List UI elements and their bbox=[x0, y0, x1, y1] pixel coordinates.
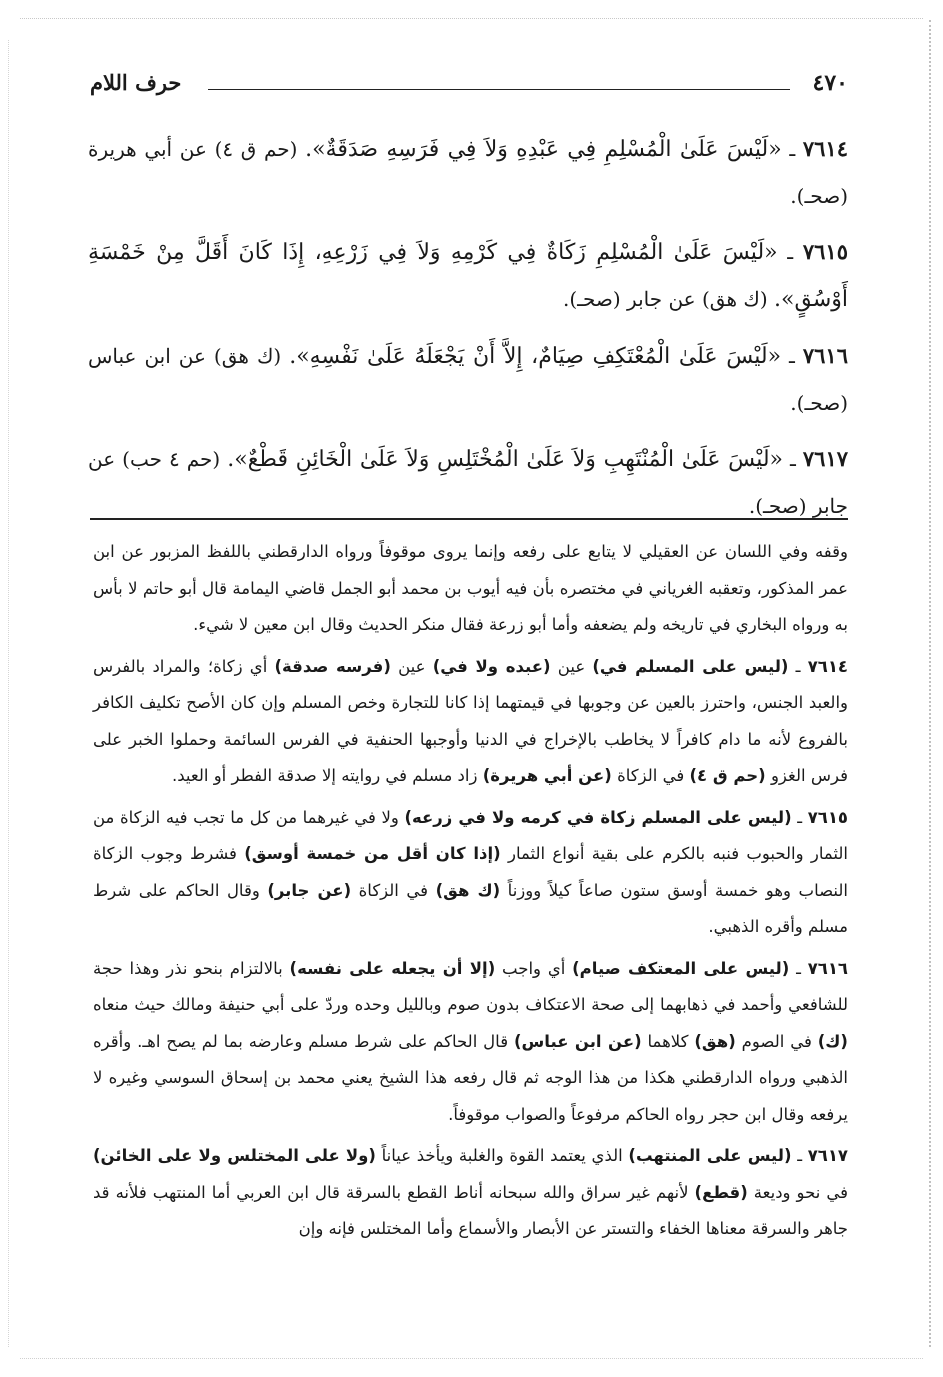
commentary-quoted-segment: (حم ق ٤) bbox=[689, 766, 766, 785]
commentary-number: ٧٦١٧ bbox=[807, 1146, 848, 1165]
commentary-segment: بالالتزام بنحو نذر وهذا حجة للشافعي وأحمد في ذهابهما إلى صحة الاعتكاف بدون صوم وبالليل وحده وردّ على أبي حنيفة ومالك حيث منعاه bbox=[93, 958, 848, 1014]
commentary-quoted-segment: (ليس على المعتكف صيام) bbox=[572, 958, 790, 978]
commentary-segment: في الزكاة bbox=[351, 880, 436, 900]
page-number: ٤٧٠ bbox=[812, 70, 848, 96]
hadith-dash: ـ bbox=[777, 240, 803, 264]
commentary-segment: أي واجب bbox=[495, 958, 573, 978]
hadith-number: ٧٦١٧ bbox=[802, 446, 849, 471]
scan-edge-bottom bbox=[20, 1354, 923, 1359]
commentary-segment: في الصوم bbox=[735, 1031, 818, 1051]
scan-edge-right bbox=[921, 20, 931, 1347]
hadith-entry bbox=[88, 436, 848, 529]
header-rule bbox=[208, 89, 790, 90]
hadith-dash: ـ bbox=[781, 344, 803, 368]
hadith-source: (ك هق) عن جابر (صحـ). bbox=[562, 287, 775, 311]
commentary bbox=[93, 534, 848, 1253]
hadith-text: «لَيْسَ عَلَىٰ الْمُسْلِمِ زَكَاةٌ فِي كَرْمِهِ وَلاَ فِي زَرْعِهِ، إِذَا كَانَ أَقَلَّ مِنْ خَمْسَةِ أَوْسُقٍ». bbox=[88, 240, 848, 312]
commentary-segment: ـ bbox=[788, 656, 808, 676]
hadith-source: (حم ق ٤) عن أبي هريرة (صحـ). bbox=[88, 137, 848, 208]
commentary-segment: الذي يعتمد القوة والغلبة ويأخذ عياناً bbox=[375, 1146, 629, 1165]
footnote-separator bbox=[90, 518, 848, 520]
commentary-segment: وقال الحاكم على شرط مسلم وأقره الذهبي. bbox=[93, 880, 848, 936]
hadith-number: ٧٦١٥ bbox=[802, 239, 848, 264]
hadith-list bbox=[88, 126, 848, 539]
commentary-segment: عين bbox=[390, 656, 433, 676]
commentary-segment: فشرط وجوب الزكاة النصاب وهو خمسة أوسق ستون صاعاً كيلاً ووزناً bbox=[93, 844, 848, 900]
hadith-number: ٧٦١٤ bbox=[802, 136, 848, 161]
commentary-entry bbox=[93, 649, 848, 795]
hadith-dash: ـ bbox=[783, 447, 803, 471]
commentary-quoted-segment: (عن أبي هريرة) bbox=[482, 766, 612, 785]
commentary-quoted-segment: (قطع) bbox=[694, 1182, 748, 1202]
hadith-dash: ـ bbox=[781, 137, 803, 161]
commentary-quoted-segment: (ك) bbox=[817, 1031, 848, 1051]
commentary-number: ٧٦١٦ bbox=[807, 958, 849, 978]
hadith-text: «لَيْسَ عَلَىٰ الْمُسْلِمِ فِي عَبْدِهِ وَلاَ فِي فَرَسِهِ صَدَقَةٌ». bbox=[305, 137, 782, 162]
hadith-number: ٧٦١٦ bbox=[802, 343, 848, 368]
commentary-quoted-segment: (إذا كان أقل من خمسة أوسق) bbox=[244, 844, 501, 863]
commentary-segment: ولا في غيرهما من كل ما تجب فيه الزكاة من الثمار والحبوب فنبه بالكرم على بقية أنواع الثمار bbox=[93, 807, 848, 863]
commentary-quoted-segment: (ليس على المسلم في) bbox=[592, 656, 789, 676]
scan-edge-left bbox=[8, 40, 12, 1347]
hadith-source: (ك هق) عن ابن عباس (صحـ). bbox=[88, 344, 848, 415]
commentary-entry bbox=[93, 800, 848, 946]
commentary-intro: وقفه وفي اللسان عن العقيلي لا يتابع على رفعه وإنما يروى موقوفاً ورواه الدارقطني باللفظ المزبور عن ابن عمر المذكور، وتعقبه الغرياني في مختصره بأن فيه أيوب بن محمد أبو الجمل قاضي اليمامة قال أبو حاتم لا بأس به ورواه البخاري في تاريخه ولم يضعفه وأما أبو زرعة فقال منكر الحديث وقال ابن معين لا شيء. bbox=[93, 542, 848, 634]
commentary-segment: في نحو وديعة bbox=[747, 1182, 848, 1202]
commentary-quoted-segment: (عن جابر) bbox=[267, 880, 352, 900]
commentary-segment: زاد مسلم في روايته إلا صدقة الفطر أو العيد. bbox=[172, 766, 483, 785]
commentary-quoted-segment: (ليس على المنتهب) bbox=[628, 1146, 792, 1165]
hadith-text: «لَيْسَ عَلَىٰ الْمُعْتَكِفِ صِيَامٌ، إِلاَّ أَنْ يَجْعَلَهُ عَلَىٰ نَفْسِهِ». bbox=[289, 344, 782, 369]
commentary-items bbox=[93, 649, 848, 1248]
commentary-segment: كلاهما bbox=[641, 1031, 695, 1051]
commentary-segment: لأنهم غير سراق والله سبحانه أناط القطع بالسرقة قال ابن العربي أما المنتهب فلأنه قد جاهر والسرقة معناها الخفاء والتستر عن الأبصار والأسماع وأما المختلس فإنه وإن bbox=[93, 1182, 848, 1238]
commentary-quoted-segment: (عن ابن عباس) bbox=[513, 1031, 642, 1051]
commentary-quoted-segment: (ليس على المسلم زكاة في كرمه ولا في زرعه) bbox=[404, 807, 792, 827]
commentary-segment: ـ bbox=[791, 1146, 808, 1165]
commentary-segment: قال الحاكم على شرط مسلم وعارضه بما لم يصح اهـ. وأقره الذهبي ورواه الدارقطني هكذا من هذا الوجه ثم قال رفعه هذا الشيخ يعني محمد بن إسحاق السوسي وغيره لا يرفعه وقال ابن حجر رواه الحاكم مرفوعاً والصواب موقوفاً. bbox=[93, 1031, 848, 1124]
commentary-quoted-segment: (إلا أن يجعله على نفسه) bbox=[289, 958, 496, 978]
hadith-source: (حم ٤ حب) عن جابر (صحـ). bbox=[88, 447, 848, 518]
hadith-entry bbox=[88, 126, 848, 219]
hadith-entry bbox=[88, 333, 848, 426]
commentary-entry bbox=[93, 951, 848, 1134]
commentary-quoted-segment: (ولا على المختلس ولا على الخائن) bbox=[93, 1146, 376, 1165]
page-header bbox=[90, 70, 848, 100]
commentary-quoted-segment: (هق) bbox=[694, 1031, 736, 1051]
commentary-quoted-segment: (فرسه صدقة) bbox=[274, 656, 391, 676]
hadith-text: «لَيْسَ عَلَىٰ الْمُنْتَهِبِ وَلاَ عَلَىٰ الْمُخْتَلِسِ وَلاَ عَلَىٰ الْخَائِنِ قَطْعٌ». bbox=[227, 447, 784, 472]
commentary-segment: عين bbox=[550, 656, 593, 676]
commentary-number: ٧٦١٤ bbox=[807, 656, 849, 676]
commentary-segment: في الزكاة bbox=[611, 766, 690, 785]
commentary-entry bbox=[93, 1138, 848, 1248]
section-title: حرف اللام bbox=[90, 70, 182, 95]
commentary-number: ٧٦١٥ bbox=[807, 807, 848, 827]
commentary-quoted-segment: (ك هق) bbox=[435, 880, 501, 900]
commentary-segment: ـ bbox=[791, 807, 808, 827]
commentary-segment: ـ bbox=[789, 958, 808, 978]
commentary-quoted-segment: (عبده ولا في) bbox=[432, 656, 551, 676]
scan-edge-top bbox=[20, 18, 923, 23]
hadith-entry bbox=[88, 229, 848, 323]
commentary-segment: أي زكاة؛ والمراد بالفرس والعبد الجنس، واحترز بالعين عن وجوبها في قيمتهما إذا كانا للتجارة وخص المسلم وإن كان الأصح تكليف الكافر بالفروع لأنه ما دام كافراً لا يخاطب بالإخراج في الدنيا وأوجبها الحنفية في الفرس السائمة وحملوا الخبر على فرس الغزو bbox=[93, 656, 848, 785]
